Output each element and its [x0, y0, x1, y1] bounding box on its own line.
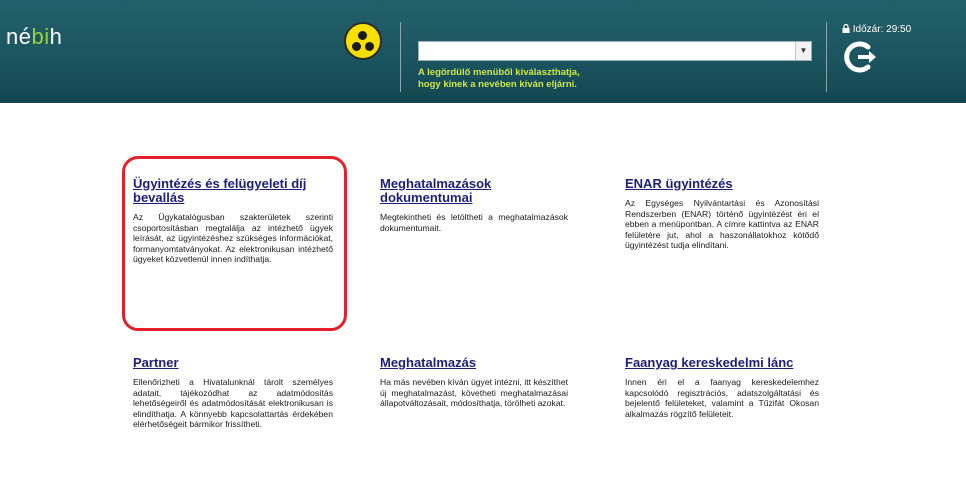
session-timer: [842, 24, 911, 35]
tile-text-meghatalmazasok-dokumentumai: Megtekintheti és letöltheti a meghatalmazások dokumentumait.: [380, 212, 568, 233]
tile-title-enar[interactable]: ENAR ügyintézés: [625, 176, 733, 191]
tile-meghatalmazas: [380, 356, 568, 409]
header-bar: [0, 0, 966, 103]
tile-text-faanyag: Innen éri el a faanyag kereskedelemhez kapcsolódó regisztrációs, adatszolgáltatási és bejelentő felületeket, valamint a Tűzifát Okosan alkalmazás rögzítő felületeit.: [625, 377, 819, 419]
tile-faanyag: [625, 356, 819, 419]
logo-prefix: né: [6, 24, 32, 49]
nebih-logo[interactable]: [6, 24, 62, 50]
tile-text-ugyintezes: Az Ügykatalógusban szakterületek szerinti csoportosításban megtalálja az intézhető ügyek leírását, az ügyintézéshez szükséges információkat, formanyomtatványokat. Az elektronikusan intézhető ügyeket közvetlenül innen indíthatja.: [133, 212, 333, 265]
tile-text-partner: Ellenőrizheti a Hivatalunknál tárolt személyes adatait, tájékozódhat az adatmódosítás lehetőségeiről és adatmódosítását elektronikusan is elindíthatja. A könnyebb kapcsolattartás érdekében elérhetőségeit bármikor frissítheti.: [133, 377, 333, 430]
select-hint-line1: A legördülő menüből kiválaszthatja,: [418, 67, 580, 78]
logout-icon[interactable]: [842, 38, 880, 76]
header-divider: [400, 22, 401, 92]
header-divider-right: [826, 22, 827, 92]
tile-text-enar: Az Egységes Nyilvántartási és Azonosítási Rendszerben (ENAR) történő ügyintézést éri el ebben a menüpontban. A címre kattintva az ENAR felületére jut, ahol a haszonállatokhoz kötődő ügyintézést tudja elindítani.: [625, 198, 819, 251]
tile-ugyintezes: [133, 177, 333, 265]
tile-meghatalmazasok-dokumentumai: [380, 177, 568, 233]
tile-title-partner[interactable]: Partner: [133, 355, 179, 370]
lock-icon: [842, 24, 850, 33]
timer-label: Időzár: 29:50: [852, 24, 912, 35]
accessibility-icon[interactable]: [344, 22, 382, 60]
select-hint-line2: hogy kinek a nevében kíván eljárni.: [418, 79, 577, 90]
tile-title-ugyintezes[interactable]: Ügyintézés és felügyeleti díj bevallás: [133, 176, 307, 205]
tile-title-meghatalmazas[interactable]: Meghatalmazás: [380, 355, 477, 370]
tile-text-meghatalmazas: Ha más nevében kíván ügyet intézni, itt készíthet új meghatalmazást, követheti meghatalmazásai állapotváltozásait, módosíthatja, törölheti azokat.: [380, 377, 568, 409]
tile-enar: [625, 177, 819, 251]
select-hint: [418, 67, 580, 91]
tile-title-meghatalmazasok-dokumentumai[interactable]: Meghatalmazások dokumentumai: [380, 176, 492, 205]
logo-accent: bi: [31, 24, 50, 49]
tile-partner: [133, 356, 333, 430]
logo-suffix: h: [49, 24, 63, 49]
representation-select[interactable]: [418, 41, 812, 61]
chevron-down-icon[interactable]: ▼: [795, 42, 811, 60]
tile-title-faanyag[interactable]: Faanyag kereskedelmi lánc: [625, 355, 794, 370]
